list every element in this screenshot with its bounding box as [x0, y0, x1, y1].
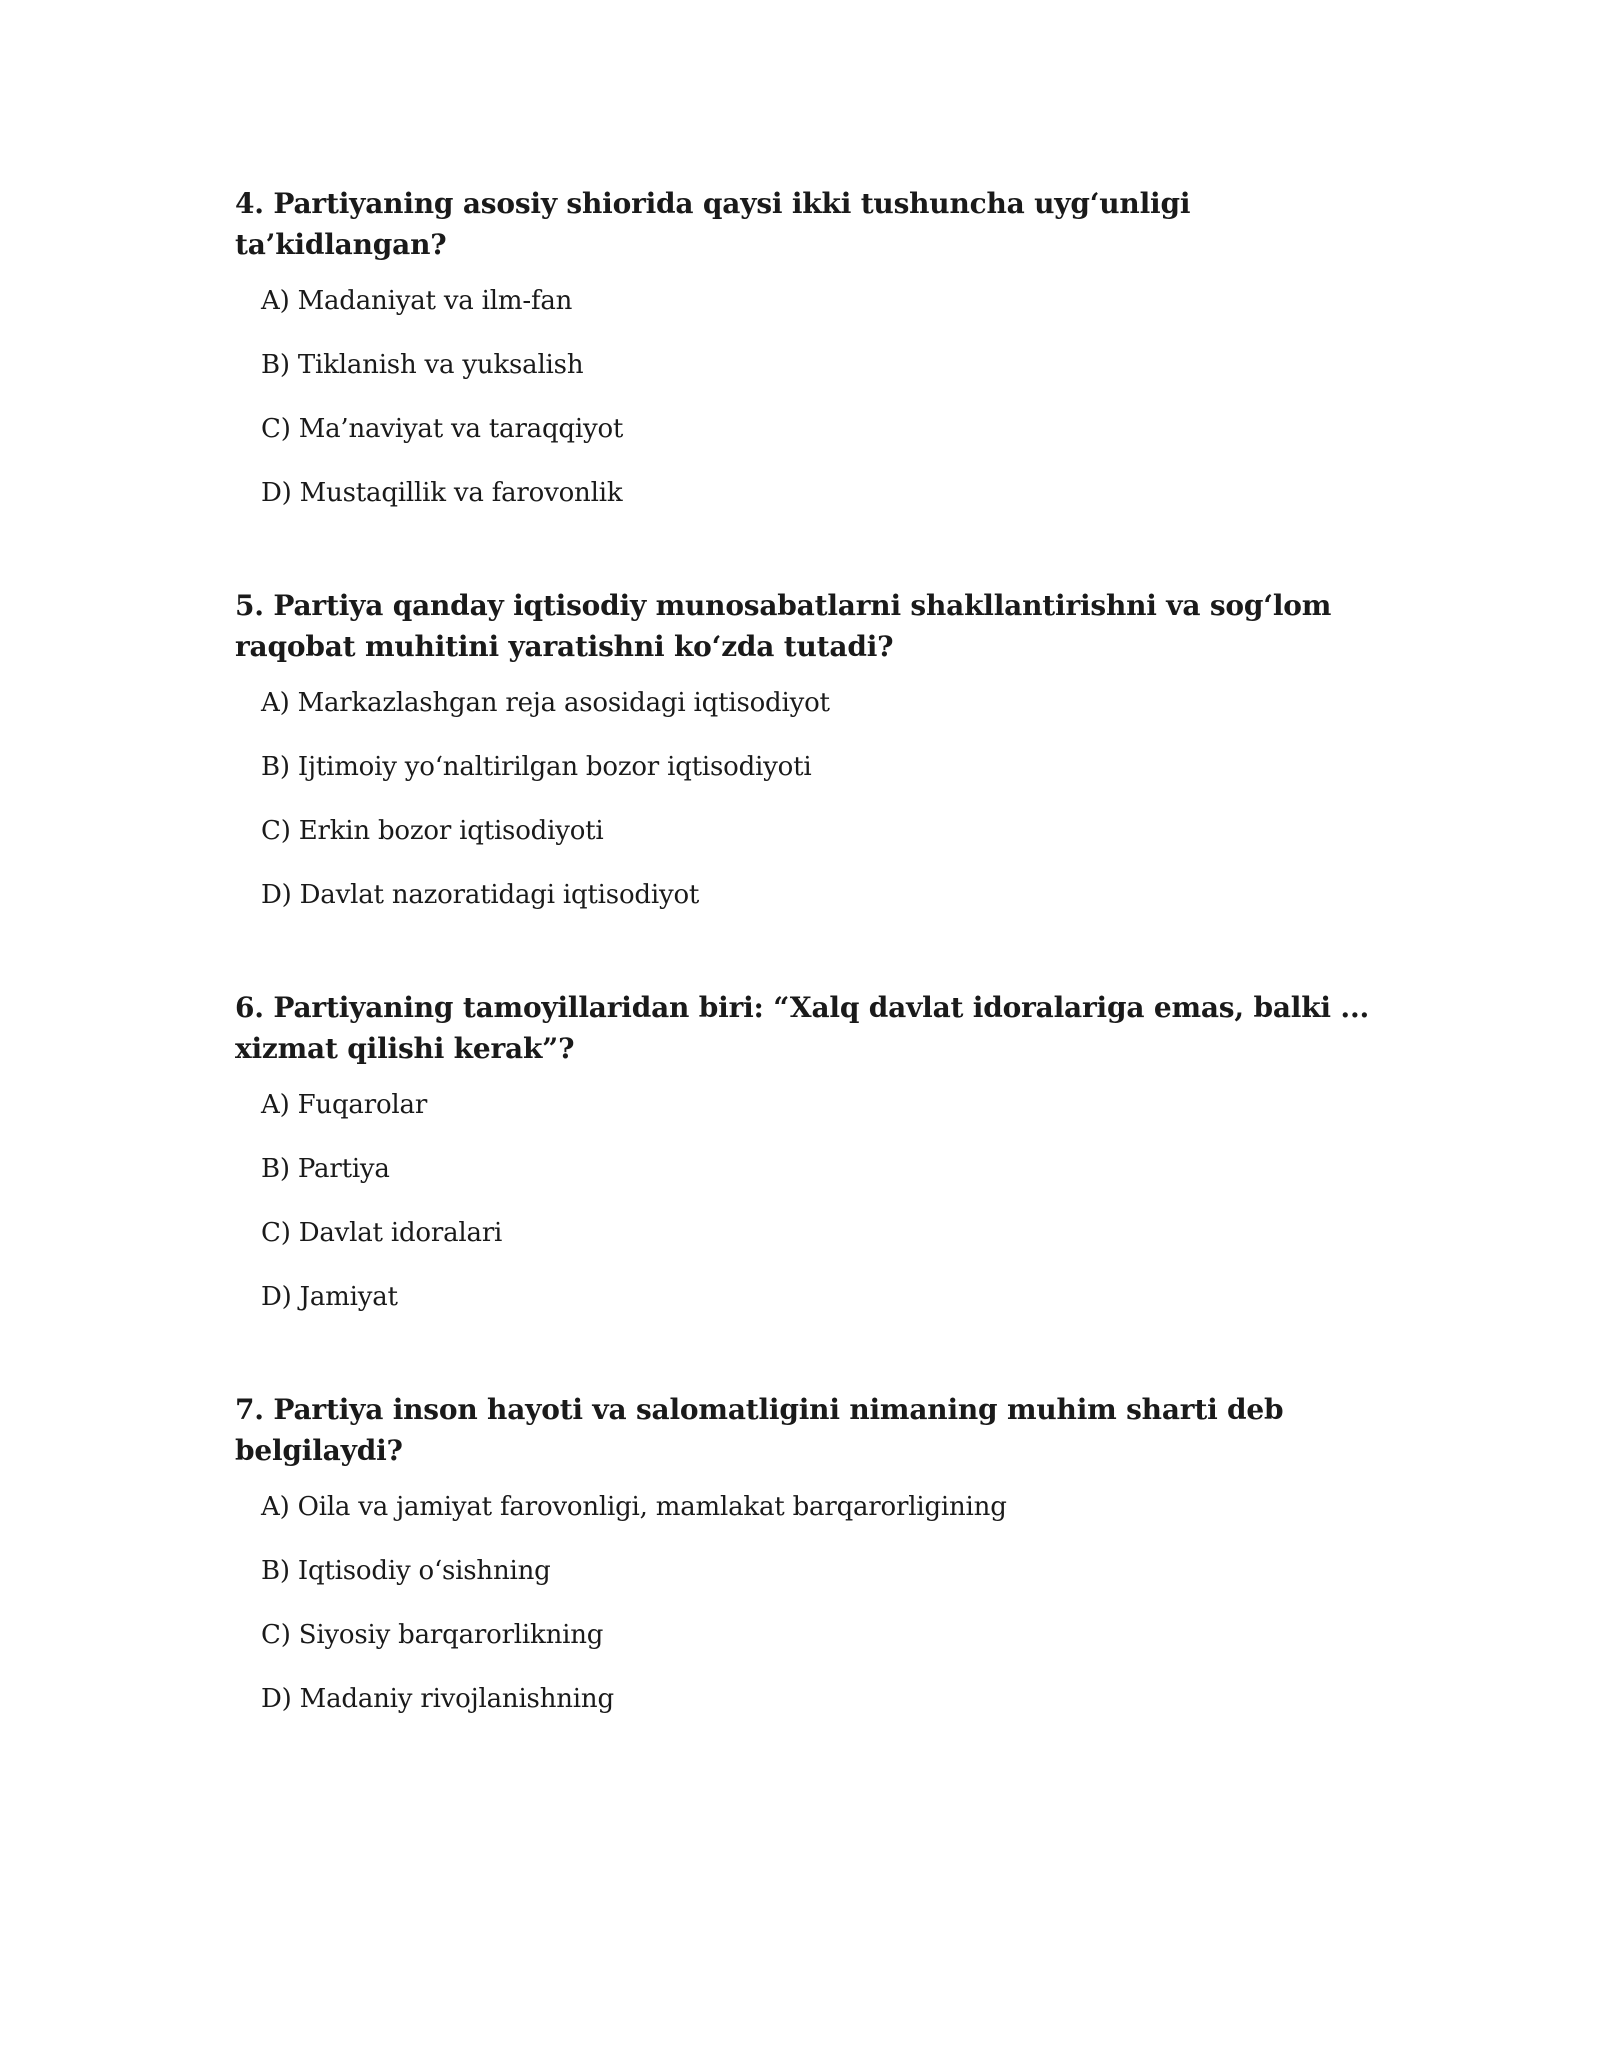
- answer-options: [235, 1085, 1395, 1317]
- option-a: A) Fuqarolar: [261, 1090, 428, 1120]
- answer-options: [235, 683, 1395, 915]
- question-title: 6. Partiyaning tamoyillaridan biri: “Xalq davlat idoralariga emas, balki ... xizmat qilishi kerak”?: [235, 991, 1370, 1065]
- question-4: [235, 183, 1395, 513]
- option-d: D) Mustaqillik va farovonlik: [261, 478, 623, 508]
- option-b: B) Tiklanish va yuksalish: [261, 350, 584, 380]
- question-7: [235, 1389, 1395, 1719]
- option-c: C) Siyosiy barqarorlikning: [261, 1620, 604, 1650]
- option-b: B) Partiya: [261, 1154, 390, 1184]
- option-d: D) Madaniy rivojlanishning: [261, 1684, 614, 1714]
- option-a: A) Oila va jamiyat farovonligi, mamlakat barqarorligining: [261, 1492, 1007, 1522]
- option-b: B) Iqtisodiy oʻsishning: [261, 1556, 551, 1586]
- question-title: 7. Partiya inson hayoti va salomatligini nimaning muhim sharti deb belgilaydi?: [235, 1393, 1284, 1467]
- question-title: 4. Partiyaning asosiy shiorida qaysi ikki tushuncha uygʻunligi ta’kidlangan?: [235, 187, 1191, 261]
- option-a: A) Markazlashgan reja asosidagi iqtisodiyot: [261, 688, 830, 718]
- option-a: A) Madaniyat va ilm-fan: [261, 286, 573, 316]
- option-c: C) Davlat idoralari: [261, 1218, 503, 1248]
- answer-options: [235, 281, 1395, 513]
- option-d: D) Jamiyat: [261, 1282, 398, 1312]
- answer-options: [235, 1487, 1395, 1719]
- option-c: C) Erkin bozor iqtisodiyoti: [261, 816, 604, 846]
- option-c: C) Ma’naviyat va taraqqiyot: [261, 414, 624, 444]
- question-title: 5. Partiya qanday iqtisodiy munosabatlarni shakllantirishni va sogʻlom raqobat muhitini yaratishni koʻzda tutadi?: [235, 589, 1332, 663]
- quiz-page: [235, 183, 1395, 1791]
- option-b: B) Ijtimoiy yoʻnaltirilgan bozor iqtisodiyoti: [261, 752, 812, 782]
- question-6: [235, 987, 1395, 1317]
- question-5: [235, 585, 1395, 915]
- option-d: D) Davlat nazoratidagi iqtisodiyot: [261, 880, 700, 910]
